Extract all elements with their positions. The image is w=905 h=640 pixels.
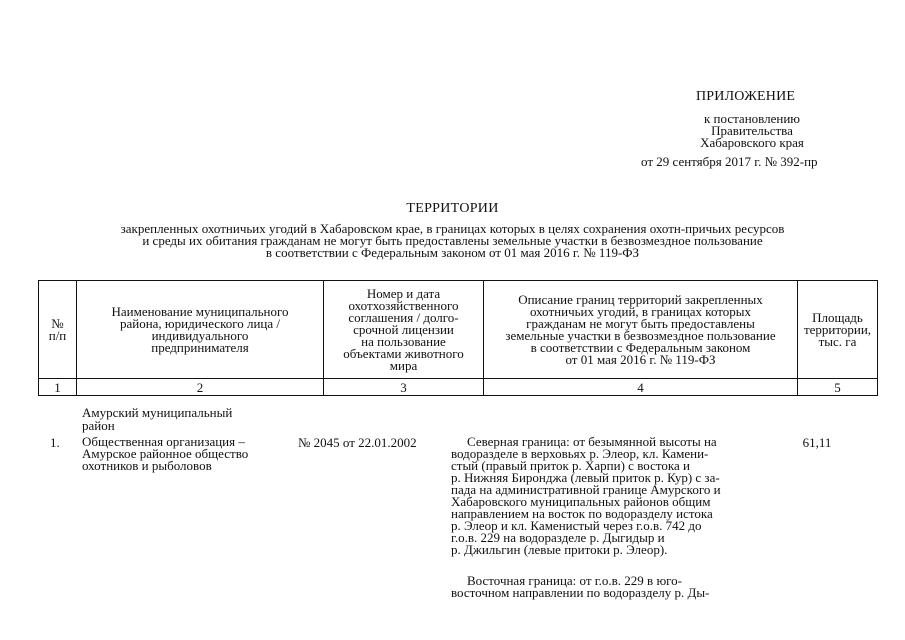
north-border-description: Северная граница: от безымянной высоты на водоразделе в верховьях р. Элеор, кл. Камени- стый (правый приток р. Харпи) с востока и р. Нижняя Биронджа (левый приток р. Кур) с за- пада на административной границе Амурского и Хабаровского муниципальных районов общим направлением на восток по водоразделу истока р. Элеор и кл. Каменистый через г.о.в. 742 до г.о.в. 229 на водоразделе р. Дыгидыр и р. Джильгин (левые притоки р. Элеор). (451, 434, 721, 557)
header-name: Наименование муниципального района, юридического лица / индивидуального предпринимателя (77, 281, 324, 379)
organization-name: Общественная организация – Амурское районное общество охотников и рыболовов (82, 434, 249, 473)
appendix-title: ПРИЛОЖЕНИЕ (696, 89, 796, 104)
header-num: № п/п (39, 281, 77, 379)
column-number: 2 (77, 379, 324, 396)
appendix-region-line: Хабаровского края (700, 135, 804, 150)
header-description: Описание границ территорий закрепленных охотничьих угодий, в границах которых гражданам не могут быть предоставлены земельные участки в безвозмездное пользование в соответствии с Федеральным законом от 01 мая 2016 г. № 119-ФЗ (484, 281, 798, 379)
header-agreement: Номер и дата охотхозяйственного соглашения / долго- срочной лицензии на пользование объектами животного мира (324, 281, 484, 379)
district-heading: Амурский муниципальный район (82, 405, 233, 433)
column-number: 4 (484, 379, 798, 396)
column-number: 5 (798, 379, 878, 396)
row-number: 1. (50, 435, 60, 450)
document-subtitle-line: и среды их обитания гражданам не могут быть предоставлены земельные участки в безвозмездное пользование (142, 233, 763, 248)
area-value: 61,11 (802, 435, 832, 450)
territories-table-header (38, 280, 878, 396)
appendix-government-line: Правительства (711, 123, 793, 138)
column-number: 1 (39, 379, 77, 396)
document-title: ТЕРРИТОРИИ (406, 201, 499, 216)
license-number: № 2045 от 22.01.2002 (298, 435, 417, 450)
header-area: Площадь территории, тыс. га (798, 281, 878, 379)
appendix-decree-line: к постановлению (703, 111, 801, 126)
document-subtitle-line: закрепленных охотничьих угодий в Хабаровском крае, в границах которых в целях сохранения охотн-причьих ресурсов (120, 221, 785, 236)
appendix-date-line: от 29 сентября 2017 г. № 392-пр (641, 154, 818, 169)
column-number: 3 (324, 379, 484, 396)
east-border-description: Восточная граница: от г.о.в. 229 в юго- восточном направлении по водоразделу р. Ды- (451, 573, 710, 600)
document-subtitle-line: в соответствии с Федеральным законом от 01 мая 2016 г. № 119-ФЗ (265, 245, 640, 260)
